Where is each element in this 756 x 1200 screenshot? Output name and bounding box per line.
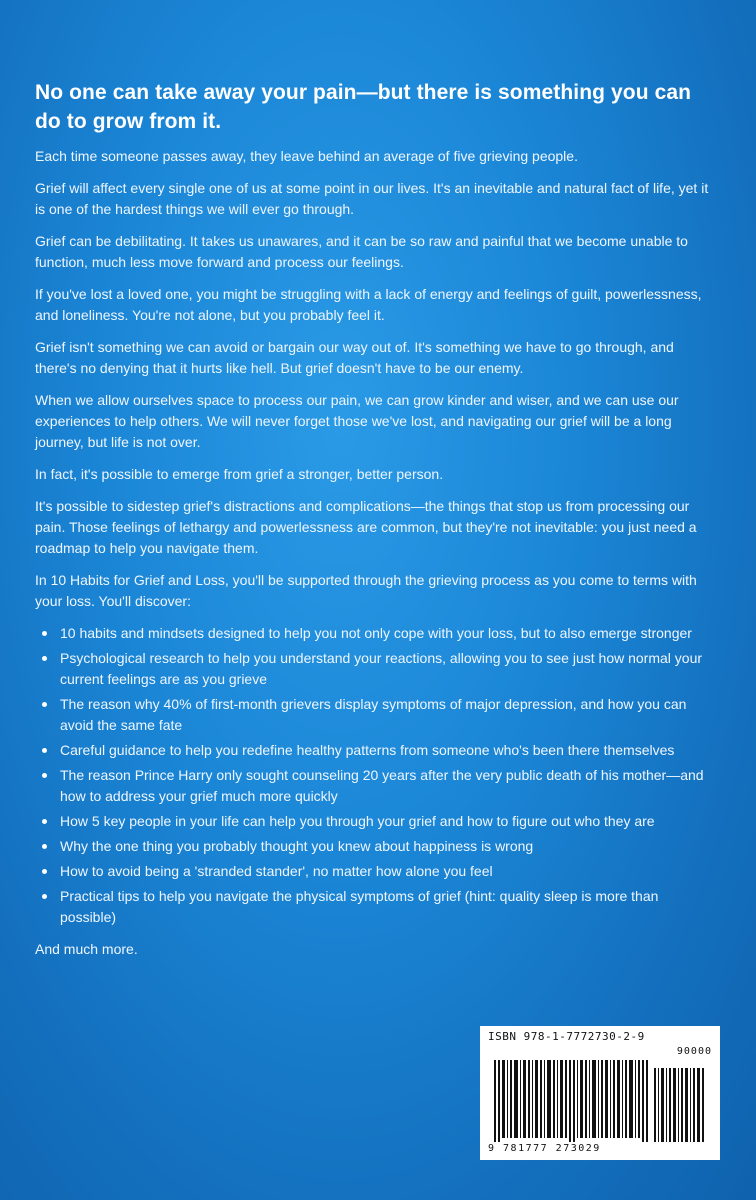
paragraph: Each time someone passes away, they leave behind an average of five grieving people. xyxy=(35,148,578,164)
paragraph: In 10 Habits for Grief and Loss, you'll be supported through the grieving process as you come to terms with your loss. You'll discover: xyxy=(35,572,697,609)
paragraph: Grief will affect every single one of us at some point in our lives. It's an inevitable and natural fact of life, yet it is one of the hardest things we will ever go through. xyxy=(35,180,709,217)
blurb xyxy=(35,78,715,960)
isbn-barcode xyxy=(480,1026,720,1160)
closing-line: And much more. xyxy=(35,941,138,957)
list-item: How to avoid being a 'stranded stander', no matter how alone you feel xyxy=(35,861,715,882)
paragraph: If you've lost a loved one, you might be struggling with a lack of energy and feelings of guilt, powerlessness, and loneliness. You're not alone, but you probably feel it. xyxy=(35,286,702,323)
list-item: The reason why 40% of first-month grievers display symptoms of major depression, and how you can avoid the same fate xyxy=(35,694,715,736)
list-item: How 5 key people in your life can help you through your grief and how to figure out who they are xyxy=(35,811,715,832)
barcode-digits: 9 781777 273029 xyxy=(488,1143,601,1154)
list-item: Psychological research to help you understand your reactions, allowing you to see just how normal your current feelings are as you grieve xyxy=(35,648,715,690)
paragraph: When we allow ourselves space to process our pain, we can grow kinder and wiser, and we can use our experiences to help others. We will never forget those we've lost, and navigating our grief will be a long journey, but life is not over. xyxy=(35,392,679,450)
paragraph: Grief isn't something we can avoid or bargain our way out of. It's something we have to go through, and there's no denying that it hurts like hell. But grief doesn't have to be our enemy. xyxy=(35,339,674,376)
benefits-list xyxy=(35,623,715,928)
list-item: 10 habits and mindsets designed to help you not only cope with your loss, but to also emerge stronger xyxy=(35,623,715,644)
list-item: The reason Prince Harry only sought counseling 20 years after the very public death of his mother—and how to address your grief much more quickly xyxy=(35,765,715,807)
paragraph: In fact, it's possible to emerge from grief a stronger, better person. xyxy=(35,466,444,482)
list-item: Why the one thing you probably thought you knew about happiness is wrong xyxy=(35,836,715,857)
isbn-label: ISBN 978-1-7772730-2-9 xyxy=(488,1030,645,1043)
headline: No one can take away your pain—but there is something you can do to grow from it. xyxy=(35,81,692,133)
list-item: Practical tips to help you navigate the physical symptoms of grief (hint: quality sleep is more than possible) xyxy=(35,886,715,928)
barcode-addon: 90000 xyxy=(676,1046,712,1057)
paragraph: It's possible to sidestep grief's distractions and complications—the things that stop us from processing our pain. Those feelings of lethargy and powerlessness are common, but they're not inevitable: you just need a roadmap to help you navigate them. xyxy=(35,498,697,556)
barcode-bars xyxy=(494,1060,706,1142)
list-item: Careful guidance to help you redefine healthy patterns from someone who's been there themselves xyxy=(35,740,715,761)
paragraph: Grief can be debilitating. It takes us unawares, and it can be so raw and painful that we become unable to function, much less move forward and process our feelings. xyxy=(35,233,688,270)
